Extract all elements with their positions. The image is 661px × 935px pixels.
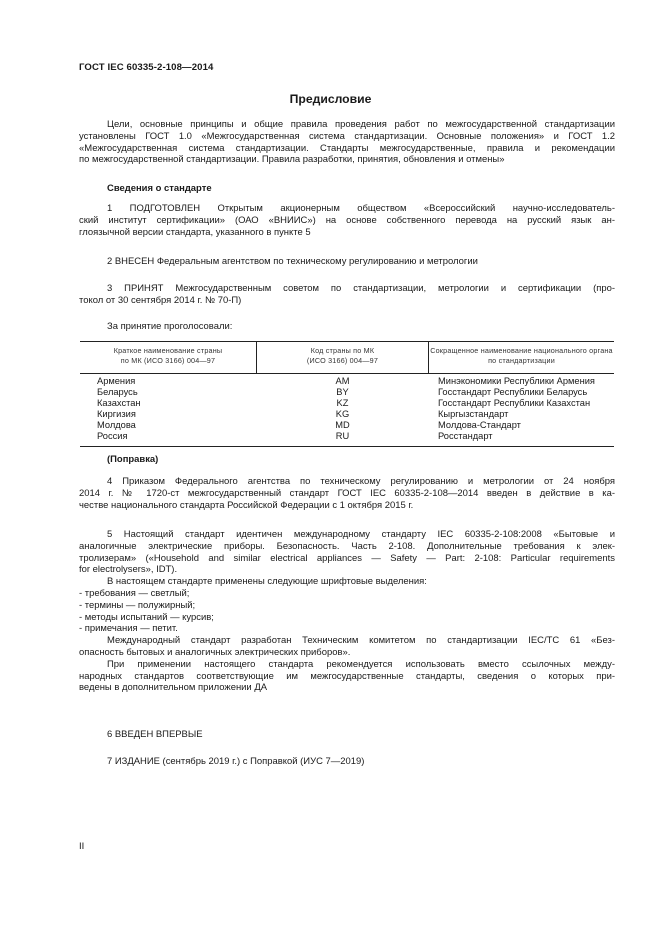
refs-line: При применении настоящего стандарта рекомендуется использовать вместо ссылочных между- [107,658,615,670]
list-item: - термины — полужирный; [79,599,196,611]
header-line: (ИСО 3166) 004—97 [306,355,379,365]
item-5-line: тролизерам» («Household and similar electrical appliances — Safety — Part: 2-108: Particular requirements [79,552,615,564]
table-cell-code: KG [335,409,350,420]
item-6-line: 6 ВВЕДЕН ВПЕРВЫЕ [107,729,203,740]
table-header-body [429,346,614,365]
item-4-paragraph [79,476,615,511]
intro-line: по межгосударственной стандартизации. Правила разработки, принятия, обновления и отмены» [79,154,505,166]
table-cell-country: Молдова [97,420,136,431]
item-7-line: 7 ИЗДАНИЕ (сентябрь 2019 г.) с Поправкой (ИУС 7—2019) [107,756,365,767]
fonts-list [79,588,615,635]
list-item: - методы испытаний — курсив; [79,611,214,623]
item-1-paragraph [79,203,615,238]
table-cell-code: KZ [336,398,349,409]
intro-line: «Межгосударственная система стандартизации. Стандарты межгосударственные, правила и рекомендации [79,142,615,154]
header-line: по МК (ИСО 3166) 004—97 [120,355,216,365]
table-cell-country: Армения [97,376,136,386]
table-header-rule [80,373,614,374]
table-cell-code: MD [335,420,350,431]
intro-paragraph [79,119,615,166]
item-4-line: честве национального стандарта Российской Федерации с 1 октября 2015 г. [79,499,414,511]
refs-line: ведены в дополнительном приложении ДА [79,682,268,694]
item-3-paragraph [79,283,615,307]
item-7-paragraph [79,756,615,768]
country-column [97,376,247,443]
table-cell-code: BY [336,387,349,398]
page-title: Предисловие [289,92,372,106]
item-1-line: глоязычной версии стандарта, указанного в пункте 5 [79,226,311,238]
item-2-paragraph [79,256,615,268]
table-cell-code: AM [335,376,350,386]
table-cell-body: Росстандарт [438,431,493,442]
header-line: по стандартизации [488,355,555,365]
fonts-intro: В настоящем стандарте применены следующие шрифтовые выделения: [107,576,427,588]
item-5-line: аналогичные электрические приборы. Безопасность. Часть 2-108. Дополнительные требования к элек- [79,540,615,552]
voted-label [79,321,615,333]
item-4-line: 4 Приказом Федерального агентства по техническому регулированию и метрологии от 24 ноября [107,476,615,487]
item-1-line: ский институт сертификации» (ОАО «ВНИИС») на основе собственного перевода на русский язык ан- [79,214,615,226]
intro-line: Цели, основные принципы и общие правила проведения работ по межгосударственной стандартизации [107,119,615,130]
item-4-line: 2014 г. № 1720-ст межгосударственный стандарт ГОСТ IEC 60335-2-108—2014 введен в действие в ка- [79,487,615,499]
voted-text: За принятие проголосовали: [107,321,233,332]
item-6-paragraph [79,729,615,741]
table-cell-code: RU [335,431,350,442]
item-1-line: 1 ПОДГОТОВЛЕН Открытым акционерным обществом «Всероссийский научно-исследователь- [107,203,615,214]
item-5-line: for electrolysers», IDT). [79,564,178,576]
amendment-label: (Поправка) [107,454,159,465]
item-2-line: 2 ВНЕСЕН Федеральным агентством по техническому регулированию и метрологии [107,256,478,267]
header-line: Сокращенное наименование национального органа [430,346,613,355]
document-header: ГОСТ IEC 60335-2-108—2014 [79,62,214,73]
code-column [257,376,428,443]
body-column [438,376,613,443]
intl-line: опасность бытовых и аналогичных электрических приборов». [79,646,351,658]
page-number: II [79,841,85,852]
voting-table [80,341,614,447]
table-cell-country: Россия [97,431,128,442]
table-cell-body: Госстандарт Республики Казахстан [438,398,591,409]
table-cell-body: Госстандарт Республики Беларусь [438,387,588,398]
list-item: - требования — светлый; [79,587,190,599]
table-cell-body: Минэкономики Республики Армения [438,376,595,386]
section-heading: Сведения о стандарте [107,183,212,194]
intl-line: Международный стандарт разработан Техническим комитетом по стандартизации IEC/TC 61 «Без- [107,635,615,647]
header-line: Код страны по МК [310,346,375,355]
item-5-paragraph [79,529,615,694]
table-header-code [257,346,428,365]
list-item: - примечания — петит. [79,623,178,635]
table-header-country [80,346,256,365]
refs-line: народных стандартов соответствующие им межгосударственные стандарты, сведения о которых при- [79,670,615,682]
table-cell-country: Киргизия [97,409,136,420]
item-3-line: токол от 30 сентября 2014 г. № 70-П) [79,294,242,306]
intro-line: установлены ГОСТ 1.0 «Межгосударственная система стандартизации. Основные положения» и ГОСТ 1.2 [79,130,615,142]
header-line: Краткое наименование страны [113,346,223,355]
table-cell-body: Молдова-Стандарт [438,420,521,431]
item-5-line: 5 Настоящий стандарт идентичен международному стандарту IEC 60335-2-108:2008 «Бытовые и [107,529,615,540]
table-cell-country: Беларусь [97,387,138,398]
table-cell-country: Казахстан [97,398,141,409]
item-3-line: 3 ПРИНЯТ Межгосударственным советом по стандартизации, метрологии и сертификации (про- [107,283,615,294]
table-cell-body: Кыргызстандарт [438,409,509,420]
